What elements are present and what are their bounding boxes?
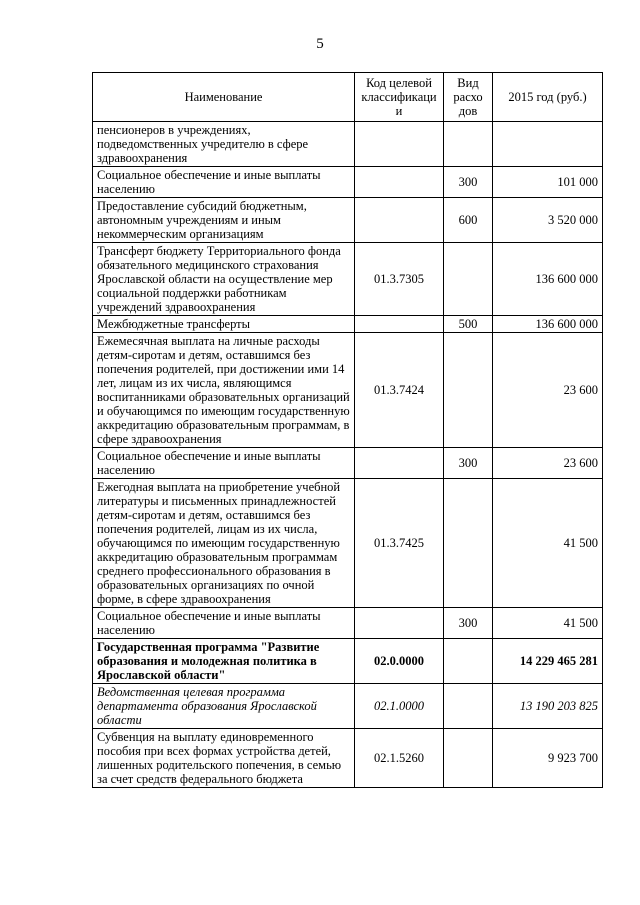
- page-number: 5: [316, 36, 324, 52]
- header-type: Вид расхо дов: [444, 73, 493, 122]
- cell-amount: 101 000: [493, 167, 603, 198]
- cell-amount: 14 229 465 281: [493, 639, 603, 684]
- cell-amount: [493, 122, 603, 167]
- cell-type: [444, 122, 493, 167]
- cell-type: 300: [444, 448, 493, 479]
- cell-name: Предоставление субсидий бюджетным, автономным учреждениям и иным некоммерческим организациям: [93, 198, 355, 243]
- cell-code: 01.3.7424: [355, 333, 444, 448]
- cell-code: [355, 448, 444, 479]
- table-row: [93, 198, 603, 243]
- table-row: [93, 316, 603, 333]
- cell-type: [444, 729, 493, 788]
- cell-amount: 13 190 203 825: [493, 684, 603, 729]
- table-body: [93, 122, 603, 788]
- cell-amount: 41 500: [493, 479, 603, 608]
- cell-name: Социальное обеспечение и иные выплаты населению: [93, 608, 355, 639]
- header-row: [93, 73, 603, 122]
- cell-amount: 136 600 000: [493, 243, 603, 316]
- cell-name: Субвенция на выплату единовременного пособия при всех формах устройства детей, лишенных родительского попечения, в семью за счет средств федерального бюджета: [93, 729, 355, 788]
- cell-amount: 9 923 700: [493, 729, 603, 788]
- table-row: [93, 639, 603, 684]
- budget-table: [92, 72, 603, 788]
- cell-type: 600: [444, 198, 493, 243]
- cell-name: Ежегодная выплата на приобретение учебной литературы и письменных принадлежностей детям-сиротам и детям, оставшимся без попечения родителей, лицам из их числа, обучающимся по имеющим государственную аккредитацию образовательным программам среднего профессионального образования в образовательных организациях по очной форме, в сфере здравоохранения: [93, 479, 355, 608]
- cell-code: 02.1.5260: [355, 729, 444, 788]
- cell-code: 02.0.0000: [355, 639, 444, 684]
- cell-name: Ведомственная целевая программа департамента образования Ярославской области: [93, 684, 355, 729]
- cell-type: [444, 639, 493, 684]
- cell-code: 02.1.0000: [355, 684, 444, 729]
- cell-name: пенсионеров в учреждениях, подведомственных учредителю в сфере здравоохранения: [93, 122, 355, 167]
- cell-code: [355, 167, 444, 198]
- cell-code: [355, 316, 444, 333]
- header-code: Код целевой классификаци и: [355, 73, 444, 122]
- cell-type: [444, 479, 493, 608]
- cell-type: 300: [444, 167, 493, 198]
- table-row: [93, 729, 603, 788]
- cell-type: [444, 684, 493, 729]
- table-row: [93, 243, 603, 316]
- table-row: [93, 333, 603, 448]
- cell-type: 500: [444, 316, 493, 333]
- cell-amount: 23 600: [493, 448, 603, 479]
- cell-code: [355, 608, 444, 639]
- table-row: [93, 479, 603, 608]
- cell-code: 01.3.7305: [355, 243, 444, 316]
- header-amount: 2015 год (руб.): [493, 73, 603, 122]
- cell-code: [355, 122, 444, 167]
- cell-name: Трансферт бюджету Территориального фонда обязательного медицинского страхования Ярославской области на осуществление мер социальной поддержки работникам учреждений здравоохранения: [93, 243, 355, 316]
- table-row: [93, 448, 603, 479]
- table-row: [93, 608, 603, 639]
- cell-type: [444, 243, 493, 316]
- cell-amount: 136 600 000: [493, 316, 603, 333]
- table-row: [93, 684, 603, 729]
- cell-name: Социальное обеспечение и иные выплаты населению: [93, 167, 355, 198]
- cell-amount: 23 600: [493, 333, 603, 448]
- table-row: [93, 122, 603, 167]
- table-row: [93, 167, 603, 198]
- cell-code: [355, 198, 444, 243]
- cell-code: 01.3.7425: [355, 479, 444, 608]
- cell-name: Социальное обеспечение и иные выплаты населению: [93, 448, 355, 479]
- table-header: [93, 73, 603, 122]
- cell-name: Ежемесячная выплата на личные расходы детям-сиротам и детям, оставшимся без попечения родителей, при достижении ими 14 лет, лицам из их числа, являющимся воспитанниками образовательных организаций и обучающимся по имеющим государственную аккредитацию образовательным программам, в сфере здравоохранения: [93, 333, 355, 448]
- header-name: Наименование: [93, 73, 355, 122]
- cell-name: Государственная программа "Развитие образования и молодежная политика в Ярославской области": [93, 639, 355, 684]
- cell-amount: 41 500: [493, 608, 603, 639]
- cell-type: [444, 333, 493, 448]
- cell-type: 300: [444, 608, 493, 639]
- cell-amount: 3 520 000: [493, 198, 603, 243]
- cell-name: Межбюджетные трансферты: [93, 316, 355, 333]
